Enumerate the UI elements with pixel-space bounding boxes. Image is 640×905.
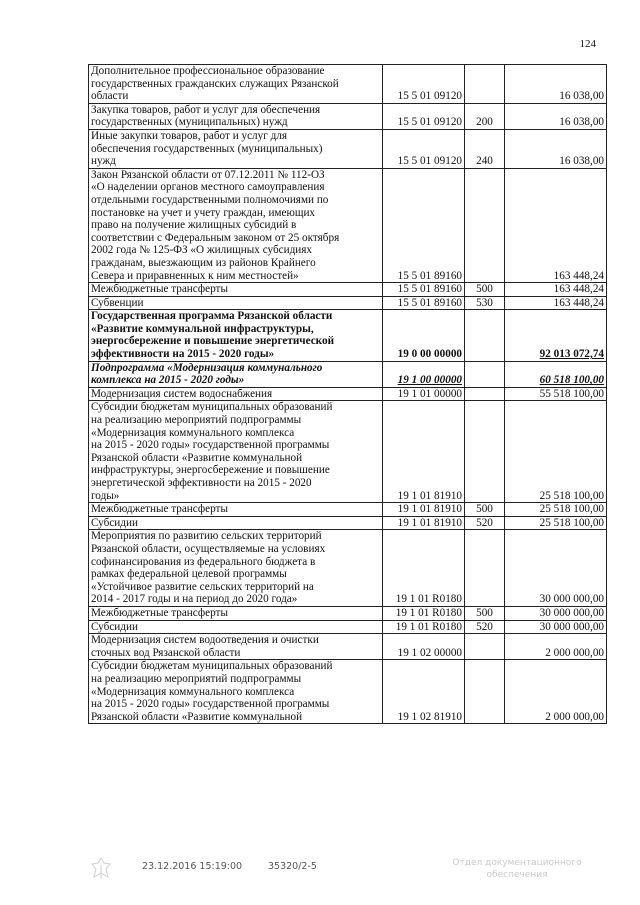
table-row: [89, 283, 607, 297]
row-name-cell: Межбюджетные трансферты: [89, 283, 383, 297]
table-row: [89, 296, 607, 310]
row-code-cell: 19 0 00 00000: [383, 310, 465, 361]
row-sum-cell: 16 038,00: [505, 103, 607, 129]
page-number: 124: [579, 38, 596, 50]
row-sum-cell: 16 038,00: [505, 129, 607, 168]
row-sum-cell: 163 448,24: [505, 283, 607, 297]
row-sum-cell: 30 000 000,00: [505, 620, 607, 634]
row-code-cell: 15 5 01 89160: [383, 296, 465, 310]
row-name-cell: Межбюджетные трансферты: [89, 503, 383, 517]
row-kvr-cell: [465, 530, 505, 607]
row-code-cell: 15 5 01 09120: [383, 129, 465, 168]
table-row: [89, 168, 607, 282]
table-row: [89, 129, 607, 168]
row-sum-cell: 60 518 100,00: [505, 361, 607, 387]
stamp-line-1: Отдел документационного: [452, 858, 582, 868]
row-sum-cell: 92 013 072,74: [505, 310, 607, 361]
row-name-cell: Модернизация систем водоснабжения: [89, 387, 383, 401]
row-sum-cell: 25 518 100,00: [505, 401, 607, 503]
row-sum-cell: 30 000 000,00: [505, 530, 607, 607]
row-kvr-cell: 530: [465, 296, 505, 310]
row-kvr-cell: [465, 401, 505, 503]
row-name-cell: Иные закупки товаров, работ и услуг для обеспечения государственных (муниципальных) нужд: [89, 129, 383, 168]
row-code-cell: 19 1 02 81910: [383, 660, 465, 724]
table-row: [89, 401, 607, 503]
row-name-cell: Подпрограмма «Модернизация коммунального комплекса на 2015 - 2020 годы»: [89, 361, 383, 387]
row-code-cell: 19 1 02 00000: [383, 634, 465, 660]
row-name-cell: Субвенции: [89, 296, 383, 310]
row-kvr-cell: 500: [465, 283, 505, 297]
table-row: [89, 634, 607, 660]
row-code-cell: 19 1 01 00000: [383, 387, 465, 401]
stamp-line-2: обеспечения: [486, 870, 548, 880]
row-name-cell: Субсидии: [89, 516, 383, 530]
row-name-cell: Дополнительное профессиональное образование государственных гражданских служащих Рязанской области: [89, 65, 383, 104]
row-kvr-cell: [465, 65, 505, 104]
row-code-cell: 19 1 01 R0180: [383, 530, 465, 607]
row-sum-cell: 163 448,24: [505, 168, 607, 282]
table-row: [89, 620, 607, 634]
row-code-cell: 15 5 01 89160: [383, 283, 465, 297]
table-row: [89, 503, 607, 517]
row-name-cell: Закон Рязанской области от 07.12.2011 № 112-ОЗ «О наделении органов местного самоуправления отдельными государственными полномочиями по постановке на учет и учету граждан, имеющих право на получение жилищных субсидий в соответствии с Федеральным законом от 25 октября 2002 года № 125-ФЗ «О жилищных субсидиях гражданам, выезжающим из районов Крайнего Севера и приравненных к ним местностей»: [89, 168, 383, 282]
row-name-cell: Субсидии бюджетам муниципальных образований на реализацию мероприятий подпрограммы «Модернизация коммунального комплекса на 2015 - 2020 годы» государственной программы Рязанской области «Развитие коммунальной инфраструктуры, энергосбережение и повышение энергетической эффективности на 2015 - 2020 годы»: [89, 401, 383, 503]
row-sum-cell: 2 000 000,00: [505, 634, 607, 660]
row-kvr-cell: 520: [465, 620, 505, 634]
row-kvr-cell: [465, 361, 505, 387]
row-name-cell: Субсидии бюджетам муниципальных образований на реализацию мероприятий подпрограммы «Модернизация коммунального комплекса на 2015 - 2020 годы» государственной программы Рязанской области «Развитие коммунальной: [89, 660, 383, 724]
row-sum-cell: 25 518 100,00: [505, 516, 607, 530]
table-row: [89, 660, 607, 724]
row-kvr-cell: [465, 634, 505, 660]
table-row: [89, 310, 607, 361]
row-kvr-cell: [465, 660, 505, 724]
table-row: [89, 361, 607, 387]
faded-stamp: [442, 857, 592, 881]
row-sum-cell: 25 518 100,00: [505, 503, 607, 517]
row-name-cell: Субсидии: [89, 620, 383, 634]
row-kvr-cell: 500: [465, 606, 505, 620]
row-name-cell: Государственная программа Рязанской области «Развитие коммунальной инфраструктуры, энергосбережение и повышение энергетической эффективности на 2015 - 2020 годы»: [89, 310, 383, 361]
row-code-cell: 19 1 01 R0180: [383, 606, 465, 620]
row-kvr-cell: [465, 310, 505, 361]
registry-emblem-icon: [90, 857, 112, 881]
budget-table-body: [89, 65, 607, 724]
row-name-cell: Мероприятия по развитию сельских территорий Рязанской области, осуществляемые на условиях софинансирования из федерального бюджета в рамках федеральной целевой программы «Устойчивое развитие сельских территорий на 2014 - 2017 годы и на период до 2020 года»: [89, 530, 383, 607]
table-row: [89, 103, 607, 129]
footer-datetime: 23.12.2016 15:19:00: [142, 861, 243, 872]
row-code-cell: 15 5 01 89160: [383, 168, 465, 282]
row-name-cell: Межбюджетные трансферты: [89, 606, 383, 620]
row-code-cell: 19 1 01 81910: [383, 401, 465, 503]
table-row: [89, 606, 607, 620]
row-sum-cell: 16 038,00: [505, 65, 607, 104]
row-kvr-cell: 500: [465, 503, 505, 517]
row-name-cell: Модернизация систем водоотведения и очистки сточных вод Рязанской области: [89, 634, 383, 660]
row-sum-cell: 55 518 100,00: [505, 387, 607, 401]
row-kvr-cell: [465, 168, 505, 282]
row-sum-cell: 163 448,24: [505, 296, 607, 310]
row-code-cell: 19 1 01 81910: [383, 516, 465, 530]
row-code-cell: 19 1 01 81910: [383, 503, 465, 517]
table-row: [89, 530, 607, 607]
row-code-cell: 15 5 01 09120: [383, 103, 465, 129]
footer-doc-code: 35320/2-5: [268, 861, 317, 872]
row-kvr-cell: 240: [465, 129, 505, 168]
row-name-cell: Закупка товаров, работ и услуг для обеспечения государственных (муниципальных) нужд: [89, 103, 383, 129]
table-row: [89, 516, 607, 530]
row-sum-cell: 30 000 000,00: [505, 606, 607, 620]
page-footer: [0, 857, 640, 887]
table-row: [89, 387, 607, 401]
row-code-cell: 15 5 01 09120: [383, 65, 465, 104]
budget-table: [88, 64, 607, 724]
row-kvr-cell: [465, 387, 505, 401]
row-code-cell: 19 1 01 R0180: [383, 620, 465, 634]
row-kvr-cell: 520: [465, 516, 505, 530]
row-sum-cell: 2 000 000,00: [505, 660, 607, 724]
row-kvr-cell: 200: [465, 103, 505, 129]
table-row: [89, 65, 607, 104]
row-code-cell: 19 1 00 00000: [383, 361, 465, 387]
